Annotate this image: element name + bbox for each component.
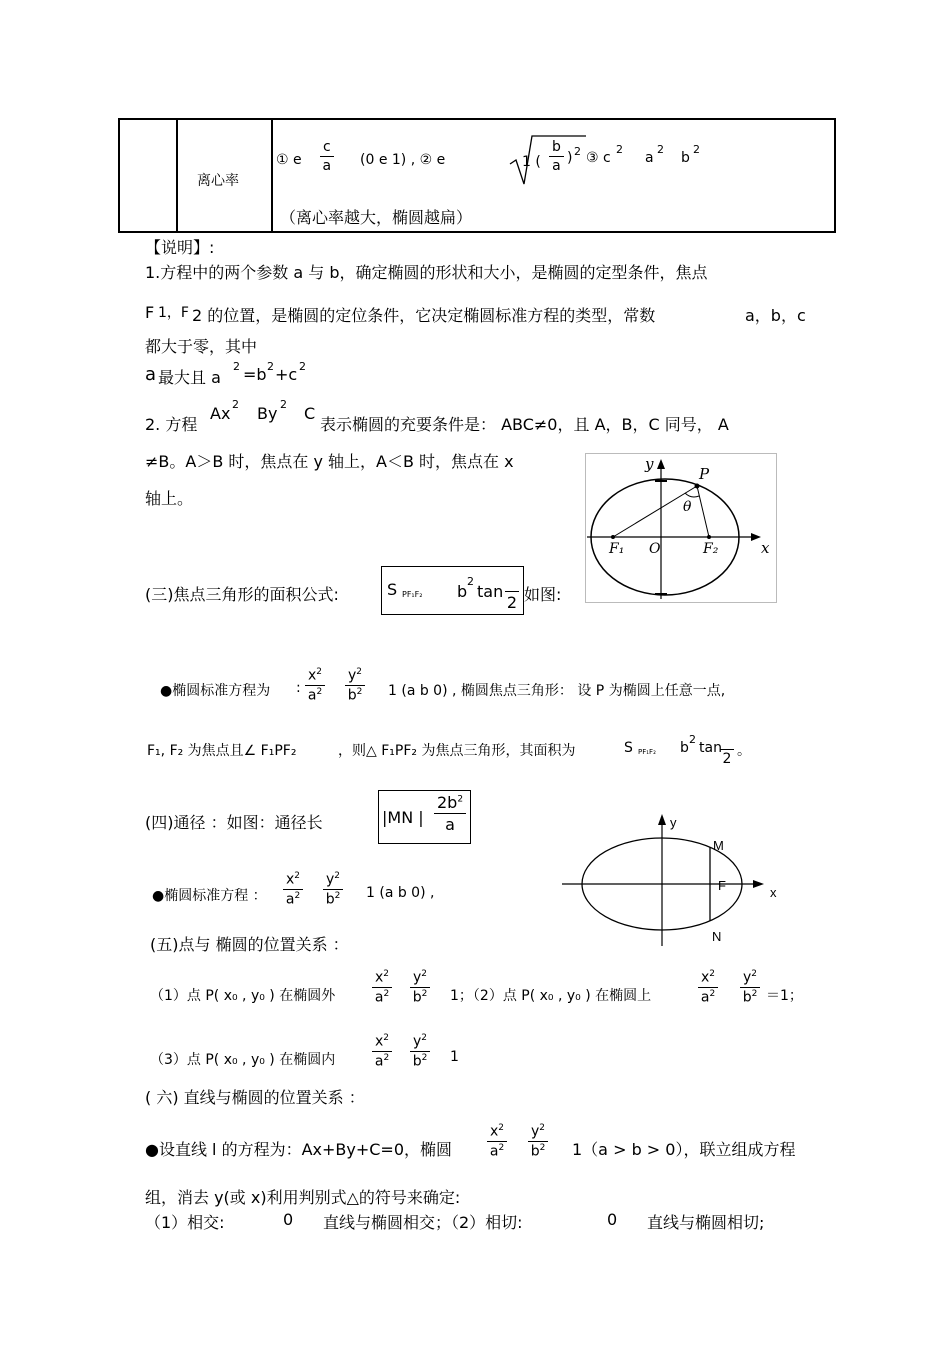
fig1-label-theta: θ (683, 499, 692, 515)
section5-c1-y: $\frac{y^2}{b^2}$ (410, 970, 430, 1006)
formula-1-range: (0 e 1) , ② e (360, 152, 446, 168)
fig2-label-n: N (712, 929, 722, 944)
formula-1-prefix: ① e (276, 152, 302, 168)
formula-3-a: a (645, 150, 654, 166)
explain-p2-prefix: 2. 方程 (145, 415, 198, 434)
section6-line1a: ●设直线 l 的方程为：Ax+By+C=0，椭圆 (145, 1140, 453, 1159)
section3-line2-b-exp: 2 (689, 733, 696, 746)
section4-mn: |MN | (382, 808, 424, 827)
section5-case1: （1）点 P( x₀ , y₀ ) 在椭圆外 (150, 988, 336, 1004)
section3-b: b (457, 582, 468, 601)
explain-p1-f: F (145, 303, 155, 322)
section5-c3-x: $\frac{x^2}{a^2}$ (372, 1034, 392, 1070)
formula-2-fraction: $\frac{b}{a}$ (549, 140, 564, 175)
exp-c: 2 (299, 360, 306, 373)
explain-p2-line2: ≠B。A＞B 时，焦点在 y 轴上，A＜B 时，焦点在 x (145, 452, 514, 471)
exp-by: 2 (280, 398, 287, 411)
explain-p1-line3: 都大于零，其中 (145, 337, 258, 356)
section3-x-frac: $\frac{x^2}{a^2}$ (305, 668, 325, 704)
row-label: 离心率 (197, 173, 239, 189)
explain-p2-line3: 轴上。 (145, 489, 194, 508)
fig1-label-y: y (645, 455, 654, 473)
section3-b-exp: 2 (467, 575, 474, 588)
section3-line2a: F₁, F₂ 为焦点且∠ F₁PF₂ (147, 743, 297, 759)
pf2-segment (697, 486, 709, 537)
section5-c2-y: $\frac{y^2}{b^2}$ (740, 970, 760, 1006)
latus-rectum-figure (558, 810, 788, 950)
section4-y-frac: $\frac{y^2}{b^2}$ (323, 872, 343, 908)
x-axis-arrow (751, 533, 761, 541)
explain-p2-by: By (257, 404, 278, 423)
fig2-label-x: x (770, 885, 777, 900)
exp-ax: 2 (232, 398, 239, 411)
explain-p1-abc: a，b，c (745, 306, 806, 325)
explain-p1-c: +c (275, 365, 298, 384)
formula-2-exp: 2 (574, 145, 581, 158)
section6-line3a: （1）相交: (145, 1213, 225, 1232)
fig1-label-p: P (699, 465, 710, 483)
fig1-label-o: O (649, 541, 661, 557)
fig2-label-y: y (670, 815, 677, 830)
section5-case3-end: 1 (450, 1049, 459, 1065)
focal-triangle-figure (585, 453, 777, 603)
formula-3-exp-b: 2 (693, 143, 700, 156)
section6-title: ( 六) 直线与椭圆的位置关系 ： (145, 1088, 365, 1107)
explain-p2-line1: 表示椭圆的充要条件是： ABC≠0，且 A，B，C 同号， A (320, 415, 729, 434)
section6-line3b: 0 (283, 1210, 294, 1229)
section6-line3c: 直线与椭圆相交；（2）相切: (323, 1213, 523, 1232)
exp-b: 2 (267, 360, 274, 373)
fig1-label-f2: F₂ (703, 541, 719, 557)
section5-c1-x: $\frac{x^2}{a^2}$ (372, 970, 392, 1006)
formula-1-fraction: $\frac{c}{a}$ (320, 140, 334, 175)
section3-line2-end: 。 (737, 743, 751, 759)
section4-x-frac: $\frac{x^2}{a^2}$ (283, 872, 303, 908)
section3-tan: tan (477, 582, 504, 601)
explain-p1-line2: 2 的位置，是椭圆的定位条件，它决定椭圆标准方程的类型，常数 (192, 306, 656, 325)
section3-sub: PF₁F₂ (402, 590, 423, 599)
section6-line1b: 1（a > b > 0），联立组成方程 (572, 1140, 796, 1159)
section4-fraction: $\frac{2b^2}{a}$ (434, 794, 466, 833)
section3-y-frac: $\frac{y^2}{b^2}$ (345, 668, 365, 704)
formula-3-exp-c: 2 (616, 143, 623, 156)
section5-c2-x: $\frac{x^2}{a^2}$ (698, 970, 718, 1006)
table-note: （离心率越大，椭圆越扁） (280, 208, 473, 227)
section3-line2-frac: 2 (720, 738, 734, 767)
section5-c3-y: $\frac{y^2}{b^2}$ (410, 1034, 430, 1070)
fig1-label-f1: F₁ (609, 541, 625, 557)
formula-3: ③ c (586, 150, 611, 166)
exp-a: 2 (233, 360, 240, 373)
x-axis-arrow-2 (753, 880, 764, 888)
section3-line2-s: S (624, 740, 633, 756)
section6-line3d: 0 (607, 1210, 618, 1229)
explain-p2-ax: Ax (210, 404, 231, 423)
formula-3-b: b (681, 150, 690, 166)
section3-colon: : (296, 680, 301, 696)
section3-bullet: ●椭圆标准方程为 (160, 683, 271, 699)
section6-y-frac: $\frac{y^2}{b^2}$ (528, 1124, 548, 1160)
section3-bullet-rest: 1 (a b 0) , 椭圆焦点三角形： 设 P 为椭圆上任意一点, (388, 683, 726, 699)
table-divider-1 (176, 118, 178, 231)
explain-p1-a: a (145, 364, 157, 385)
section4-bullet: ●椭圆标准方程 ： (152, 888, 267, 904)
fig2-label-m: M (713, 838, 724, 853)
section3-title: (三)焦点三角形的面积公式: (145, 585, 339, 604)
section3-line2-sub: PF₁F₂ (638, 748, 656, 756)
section6-line3e: 直线与椭圆相切; (647, 1213, 765, 1232)
explain-p1-f1: 1，F (158, 305, 189, 321)
section3-after: 如图: (524, 585, 562, 604)
section5-title: (五)点与 椭圆的位置关系 ： (150, 935, 349, 954)
explain-header: 【说明】: (145, 238, 215, 257)
section4-title: (四)通径 ：如图：通径长 (145, 813, 323, 832)
sqrt-sign (508, 130, 588, 186)
explain-p1-b: =b (243, 365, 267, 384)
y-axis-arrow (657, 459, 665, 469)
section3-line2-tan: tan (699, 740, 722, 756)
explain-p1-line1: 1.方程中的两个参数 a 与 b，确定椭圆的形状和大小，是椭圆的定型条件，焦点 (145, 263, 708, 282)
fig1-label-x: x (761, 539, 770, 557)
table-divider-2 (271, 118, 273, 231)
section3-line2-b: b (680, 740, 689, 756)
fig2-label-f: F (718, 878, 726, 893)
y-axis-arrow-2 (658, 814, 666, 825)
section4-rest: 1 (a b 0) , (366, 885, 435, 901)
formula-2-close: ) (567, 150, 573, 166)
section6-x-frac: $\frac{x^2}{a^2}$ (487, 1124, 507, 1160)
formula-3-exp-a: 2 (657, 143, 664, 156)
section3-line2b: ，则△ F₁PF₂ 为焦点三角形，其面积为 (338, 743, 576, 759)
section3-s: S (387, 580, 398, 599)
section5-case3: （3）点 P( x₀ , y₀ ) 在椭圆内 (150, 1052, 336, 1068)
explain-p1-line4: 最大且 a (158, 368, 221, 387)
section6-line2: 组，消去 y(或 x)利用判别式△的符号来确定: (145, 1188, 461, 1207)
section5-case1-end: 1；（2）点 P( x₀ , y₀ ) 在椭圆上 (450, 988, 652, 1004)
section3-tan-fraction: 2 (505, 580, 519, 612)
section5-case2-end: ＝1； (766, 988, 803, 1004)
explain-p2-c: C (304, 404, 316, 423)
formula-2-sqrt: 1 ( (522, 154, 541, 170)
